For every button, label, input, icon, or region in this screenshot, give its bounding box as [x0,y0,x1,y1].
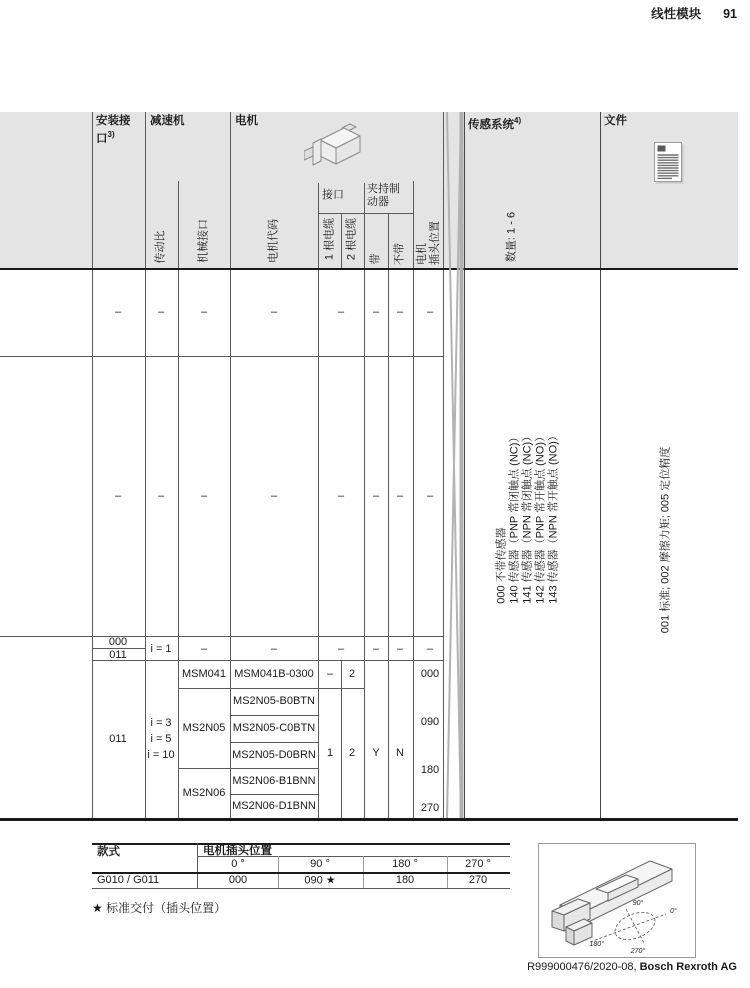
cell-mounting: – [114,490,122,502]
plug-label-line1: 电机 [416,243,428,265]
col-header-mech-interface: 机械接口 [197,219,210,263]
cell-plug: – [426,490,434,502]
cell-ratio-10: i = 10 [147,749,175,761]
page-number: 91 [723,7,737,21]
divider [92,888,510,889]
plug-table-style-value: G010 / G011 [97,874,160,886]
cell-code: – [270,643,278,655]
cell-with-brake: – [372,643,380,655]
cell-mech-ms2n05: MS2N05 [182,722,226,734]
col-header-one-cable: 1 根电缆 [323,217,336,261]
cell-motor-code: MSM041B-0300 [234,668,314,680]
plug-table-plug-header: 电机插头位置 [203,845,272,857]
col-subgroup-interface: 接口 [322,189,344,201]
cell-interface: – [337,490,345,502]
col-header-plug-position [416,221,442,265]
divider [230,794,318,795]
divider [413,181,414,818]
col-header-two-cables: 2 根电缆 [345,217,358,261]
plug-table-deg-270: 270 ° [465,858,491,870]
divider [0,268,738,270]
cell-with-brake: Y [372,747,380,759]
divider [0,356,443,357]
plug-orientation-diagram [538,843,696,958]
cell-without-brake: – [396,490,404,502]
cell-plug: – [426,306,434,318]
plug-table-val-270: 270 [468,874,488,886]
cell-code: – [270,490,278,502]
cell-ratio-3: i = 3 [150,717,172,729]
cell-plug: – [426,643,434,655]
divider [178,181,179,818]
cell-with-brake: – [372,306,380,318]
cell-interface: – [337,306,345,318]
cell-mounting-011: 011 [109,649,127,661]
footnote-ref-4: 4) [514,116,522,125]
divider [318,183,319,818]
motor-icon [304,120,368,178]
page-header [651,8,737,21]
cell-without-brake: N [396,747,404,759]
sensor-option: 140 传感器（PNP 常闭触点 (NC)） [508,431,521,604]
cell-two-cables: 2 [348,747,356,759]
cell-plug-000: 000 [420,668,440,680]
cell-motor-code: MS2N05-D0BRN [232,749,316,761]
cell-one-cable: 1 [326,747,334,759]
divider [178,768,318,769]
cell-motor-code: MS2N05-C0BTN [232,722,316,734]
page-section-title: 线性模块 [651,7,702,21]
cell-ratio: – [157,490,165,502]
divider [364,183,365,818]
col-header-ratio: 传动比 [154,230,167,264]
col-header-with-brake: 带 [369,253,382,265]
cell-ratio: – [157,306,165,318]
divider [318,213,413,214]
cell-without-brake: – [396,643,404,655]
sensor-option: 141 传感器（NPN 常闭触点 (NC)） [521,430,534,604]
col-group-sensor-system [468,114,521,132]
cell-motor-code: MS2N05-B0BTN [233,695,315,707]
divider [178,688,364,689]
cell-mech: – [200,306,208,318]
cell-mech-msm041: MSM041 [181,668,227,680]
sensor-option: 143 传感器（NPN 常开触点 (NO)） [547,430,560,604]
divider [388,213,389,818]
mounting-label-line2: 口 [96,132,108,145]
footnote-ref-3: 3) [107,130,115,139]
cell-without-brake: – [396,306,404,318]
col-header-without-brake: 不带 [393,243,406,265]
divider [92,112,93,818]
plug-table-deg-90: 90 ° [310,858,330,870]
col-subgroup-holding-brake [367,183,400,209]
documents-options-note: 001 标准; 002 摩擦力矩; 005 定位精度 [659,446,672,634]
cell-mounting-000: 000 [108,636,128,648]
brake-label-line1: 夹持制 [367,183,400,195]
col-group-mounting-interface [96,114,131,146]
cell-plug-270: 270 [420,802,440,814]
footer-company: Bosch Rexroth AG [639,961,737,973]
divider [145,112,146,818]
col-group-gearbox: 减速机 [150,115,185,127]
diagram-label-0: 0° [670,908,677,915]
cell-mech: – [200,643,208,655]
page-footer [527,961,737,974]
cell-mounting: – [114,306,122,318]
sensor-label: 传感系统 [468,118,514,131]
cell-one-cable: – [326,668,334,680]
sensor-option: 000 不带传感器 [495,527,508,604]
sensor-options-note [496,430,561,604]
cell-plug-180: 180 [420,764,440,776]
cell-interface: – [337,643,345,655]
plug-table-val-90: 090 ★ [304,874,336,887]
plug-table-val-180: 180 [395,874,415,886]
brake-label-line2: 动器 [367,196,389,208]
plug-table-deg-0: 0 ° [231,858,245,870]
cell-ratio-5: i = 5 [150,733,172,745]
divider [197,843,198,888]
plug-table-style-header: 款式 [97,846,120,858]
cell-ratio: i = 1 [150,643,172,655]
standard-delivery-footnote: ★ 标准交付（插头位置） [92,901,227,915]
divider [0,636,443,637]
cell-mech-ms2n06: MS2N06 [182,787,226,799]
diagram-label-270: 270° [630,948,646,955]
divider [0,818,738,821]
cell-mounting-011: 011 [109,733,127,745]
cell-mech: – [200,490,208,502]
section-separator-bar [443,112,466,818]
divider [92,660,443,661]
cell-with-brake: – [372,490,380,502]
divider [341,213,342,268]
divider [230,742,318,743]
plug-table-deg-180: 180 ° [392,858,418,870]
plug-table-val-0: 000 [228,874,248,886]
cell-code: – [270,306,278,318]
divider [341,660,342,818]
col-group-motor: 电机 [235,115,258,127]
divider [600,112,601,818]
cell-motor-code: MS2N06-D1BNN [232,800,316,812]
mounting-label-line1: 安装接 [96,115,131,127]
col-header-motor-code: 电机代码 [267,219,280,263]
divider [92,843,510,845]
divider [230,715,318,716]
sensor-option: 142 传感器（PNP 常开触点 (NO)） [534,431,547,604]
diagram-label-90: 90° [632,900,644,907]
footer-doc-ref: R999000476/2020-08, [527,961,640,973]
cell-motor-code: MS2N06-B1BNN [232,775,316,787]
cell-plug-090: 090 [420,716,440,728]
cell-two-cables: 2 [348,668,356,680]
plug-label-line2: 插头位置 [429,221,441,265]
divider [230,112,231,818]
col-group-documents: 文件 [604,115,627,127]
diagram-label-180: 180° [589,941,604,948]
col-header-sensor-quantity: 数量: 1 - 6 [505,211,518,263]
document-icon [654,142,685,185]
